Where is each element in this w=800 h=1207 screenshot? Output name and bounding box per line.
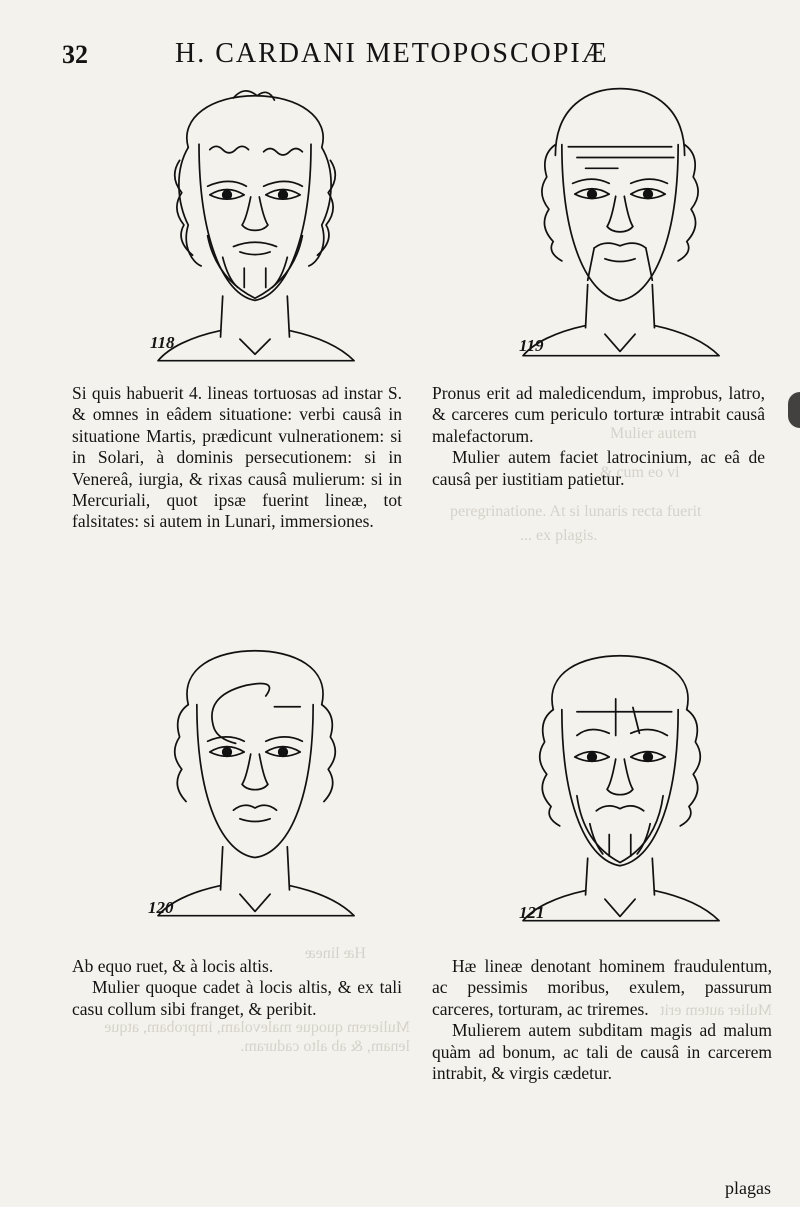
face-engraving — [505, 645, 735, 925]
plate-number: 119 — [519, 336, 544, 355]
show-through-text: peregrinatione. At si lunaris recta fuerit — [450, 503, 702, 520]
show-through-text: Hæ lineæ — [305, 945, 366, 962]
caption-paragraph: Si quis habuerit 4. lineas tortuosas ad instar S. & omnes in eâdem situatione: verbi causâ in situatione Martis, prædicunt vulnerationem: si in Solari, à dominis persecutionem: si in Venereâ, iurgia, & rixas causâ mulierum: si in Mercuriali, quot ipsæ fuerint lineæ, tot falsitates: si autem in Lunari, immersiones. — [72, 383, 402, 532]
show-through-text: Mulier autem erit — [660, 1002, 772, 1019]
plate-number: 118 — [150, 333, 175, 352]
caption-paragraph: Pronus erit ad maledicendum, improbus, latro, & carceres cum periculo torturæ intrabit causâ malefactorum. — [432, 383, 765, 446]
show-through-text: & cum eo vi — [600, 464, 680, 481]
caption-paragraph: Hæ lineæ denotant hominem fraudulentum, ac pessimis moribus, exulem, passurum carceres, torturam, ac triremes. — [432, 956, 772, 1019]
show-through-text: Mulierem quoque malevolam, improbam, atque lenam, & ab alto caduram. — [104, 1019, 410, 1055]
caption-119 — [432, 383, 765, 490]
caption-118 — [72, 383, 402, 533]
show-through-text: ... ex plagis. — [520, 527, 598, 544]
plate-number: 121 — [519, 903, 545, 922]
caption-121 — [432, 956, 772, 1084]
show-through-text: Mulier autem — [610, 425, 697, 442]
caption-paragraph: Mulier autem faciet latrocinium, ac eâ de causâ per iustitiam patietur. — [432, 447, 765, 489]
running-head: H. CARDANI METOPOSCOPIÆ — [175, 38, 609, 69]
face-plate-121 — [505, 645, 735, 925]
caption-paragraph: Ab equo ruet, & à locis altis. — [72, 956, 274, 976]
ink-stain — [788, 392, 800, 428]
page-number: 32 — [62, 40, 88, 69]
caption-120 — [72, 956, 402, 1020]
caption-paragraph: Mulier quoque cadet à locis altis, & ex tali casu collum sibi franget, & peribit. — [72, 977, 402, 1019]
face-plate-118 — [140, 85, 370, 365]
face-engraving — [505, 80, 735, 360]
plate-number: 120 — [148, 898, 174, 917]
catchword: plagas — [725, 1178, 771, 1198]
face-engraving — [140, 640, 370, 920]
face-plate-120 — [140, 640, 370, 920]
caption-paragraph: Mulierem autem subditam magis ad malum quàm ad bonum, ac tali de causâ in carcerem intrabit, & virgis cædetur. — [432, 1020, 772, 1084]
face-plate-119 — [505, 80, 735, 360]
face-engraving — [140, 85, 370, 365]
